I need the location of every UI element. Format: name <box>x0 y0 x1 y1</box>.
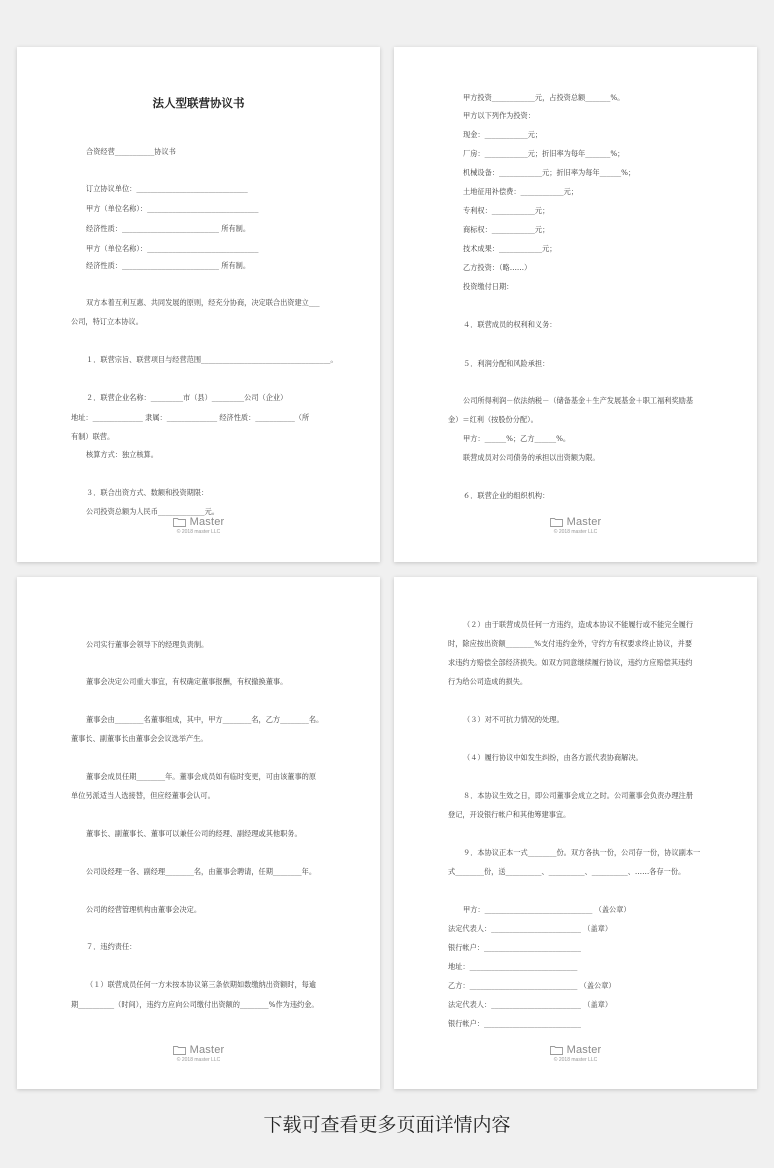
text-line: 公司的经营管理机构由董事会决定。 <box>86 905 202 914</box>
text-line: 公司所得利润－依法纳税－（储备基金＋生产发展基金＋职工福利奖励基 <box>463 396 694 405</box>
text-line: 法定代表人：_________________________ （盖章） <box>448 1000 613 1009</box>
text-line: ２．联营企业名称：_________市（县）_________公司（企业） <box>86 393 288 402</box>
text-line: 地址：______________________________ <box>448 962 578 971</box>
text-line: 银行帐户：___________________________ <box>448 1019 581 1028</box>
text-line: 公司实行董事会领导下的经理负责制。 <box>86 640 209 649</box>
text-line: 董事长、副董事长、董事可以兼任公司的经理、副经理或其他职务。 <box>86 829 302 838</box>
text-line: 乙方：______________________________ （盖公章） <box>448 981 616 990</box>
text-line: 公司设经理一各、副经理________名，由董事会聘请，任期________年。 <box>86 867 317 876</box>
text-line: 公司投资总额为人民币_____________元。 <box>86 507 219 516</box>
text-line: 甲方投资____________元，占投资总额_______%。 <box>463 93 625 102</box>
document-page-4 <box>394 577 757 1089</box>
logo-copyright: © 2018 master LLC <box>176 1057 221 1063</box>
text-line: 登记，开设银行帐户和其他筹建事宜。 <box>448 810 571 819</box>
text-line: （１）联营成员任何一方未按本协议第三条依期如数缴纳出资额时，每逾 <box>86 980 317 989</box>
text-line: 期__________（时间），违约方应向公司缴付出资额的________%作为违约金。 <box>71 1000 319 1009</box>
text-line: 专利权：____________元； <box>463 206 550 215</box>
text-line: 银行帐户：___________________________ <box>448 943 581 952</box>
text-line: ８．本协议生效之日，即公司董事会成立之时。公司董事会负责办理注册 <box>463 791 694 800</box>
text-line: 甲方（单位名称）：_______________________________ <box>86 204 259 213</box>
download-caption: 下载可查看更多页面详情内容 <box>263 1114 511 1136</box>
logo-copyright: © 2018 master LLC <box>553 1057 598 1063</box>
text-line: 技术成果：____________元； <box>463 244 557 253</box>
text-line: 求违约方赔偿全部经济损失。如双方同意继续履行协议，违约方应赔偿其违约 <box>448 658 693 667</box>
text-line: 甲方以下列作为投资： <box>463 111 535 120</box>
document-page-2 <box>394 47 757 562</box>
text-line: 单位另派适当人选接替，但应经董事会认可。 <box>71 791 215 800</box>
text-line: （２）由于联营成员任何一方违约，造成本协议不能履行或不能完全履行 <box>463 620 694 629</box>
text-line: ６．联营企业的组织机构： <box>463 491 550 500</box>
text-line: 机械设备：____________元；折旧率为每年______%； <box>463 168 636 177</box>
text-line: （４）履行协议中如发生纠纷，由各方派代表协商解决。 <box>463 753 643 762</box>
text-line: 经济性质：___________________________ 所有制。 <box>86 261 251 270</box>
text-line: 核算方式：独立核算。 <box>86 450 158 459</box>
text-line: 经济性质：___________________________ 所有制。 <box>86 224 251 233</box>
document-page-3 <box>17 577 380 1089</box>
text-line: 甲方（单位名称）：_______________________________ <box>86 244 259 253</box>
logo-name: Master <box>189 516 225 528</box>
text-line: 董事会由________名董事组成，其中，甲方________名，乙方________名。 <box>86 715 324 724</box>
logo <box>394 1044 757 1063</box>
text-line: 金）＝红利（按股份分配）。 <box>448 415 538 424</box>
text-line: ５．利润分配和风险承担： <box>463 359 550 368</box>
document-page-1 <box>17 47 380 562</box>
text-line: 甲方：______%；乙方______%。 <box>463 434 571 443</box>
text-line: 地址：______________ 隶属：______________ 经济性质：___________（所 <box>71 413 310 422</box>
text-line: ９．本协议正本一式________份。双方各执一份，公司存一份，协议副本一 <box>463 848 701 857</box>
text-line: 董事会决定公司重大事宜，有权确定董事报酬，有权撤换董事。 <box>86 677 288 686</box>
text-line: 双方本着互利互惠、共同发展的原则，经充分协商，决定联合出资建立___ <box>86 298 320 307</box>
text-line: 投资缴付日期： <box>463 282 514 291</box>
text-line: ４．联营成员的权利和义务： <box>463 320 557 329</box>
text-line: ７．违约责任： <box>86 942 137 951</box>
folder-icon <box>173 517 186 527</box>
logo <box>394 516 757 535</box>
text-line: 式________份，送__________、__________、__________、……各存一份。 <box>448 867 686 876</box>
logo-copyright: © 2018 master LLC <box>553 529 598 535</box>
text-line: １．联营宗旨、联营项目与经营范围____________________________________。 <box>86 355 338 364</box>
logo-name: Master <box>566 1044 602 1056</box>
logo <box>17 1044 380 1063</box>
text-line: 有制）联营。 <box>71 432 115 441</box>
folder-icon <box>173 1045 186 1055</box>
text-line: 公司，特订立本协议。 <box>71 317 143 326</box>
text-line: 厂房：____________元；折旧率为每年_______%； <box>463 149 625 158</box>
text-line: 董事长、副董事长由董事会会议选举产生。 <box>71 734 208 743</box>
text-line: 土地征用补偿费：____________元； <box>463 187 579 196</box>
folder-icon <box>550 517 563 527</box>
text-line: 乙方投资：（略……） <box>463 263 532 272</box>
text-line: 现金：____________元； <box>463 130 543 139</box>
text-line: 订立协议单位：_______________________________ <box>86 184 248 193</box>
logo-copyright: © 2018 master LLC <box>176 529 221 535</box>
text-line: 合资经营___________协议书 <box>86 147 176 156</box>
page-title: 法人型联营协议书 <box>152 96 245 110</box>
text-line: 董事会成员任期________年。董事会成员如有临时变更，可由该董事的原 <box>86 772 317 781</box>
logo-name: Master <box>566 516 602 528</box>
text-line: 甲方：______________________________ （盖公章） <box>463 905 631 914</box>
text-line: 联营成员对公司债务的承担以出资额为限。 <box>463 453 600 462</box>
text-line: 时，除应按出资额________%支付违约金外，守约方有权要求终止协议，并要 <box>448 639 693 648</box>
text-line: ３．联合出资方式、数额和投资期限： <box>86 488 209 497</box>
text-line: 行为给公司造成的损失。 <box>448 677 528 686</box>
logo <box>17 516 380 535</box>
folder-icon <box>550 1045 563 1055</box>
logo-name: Master <box>189 1044 225 1056</box>
text-line: 商标权：____________元； <box>463 225 550 234</box>
text-line: （３）对不可抗力情况的处理。 <box>463 715 564 724</box>
text-line: 法定代表人：_________________________ （盖章） <box>448 924 613 933</box>
